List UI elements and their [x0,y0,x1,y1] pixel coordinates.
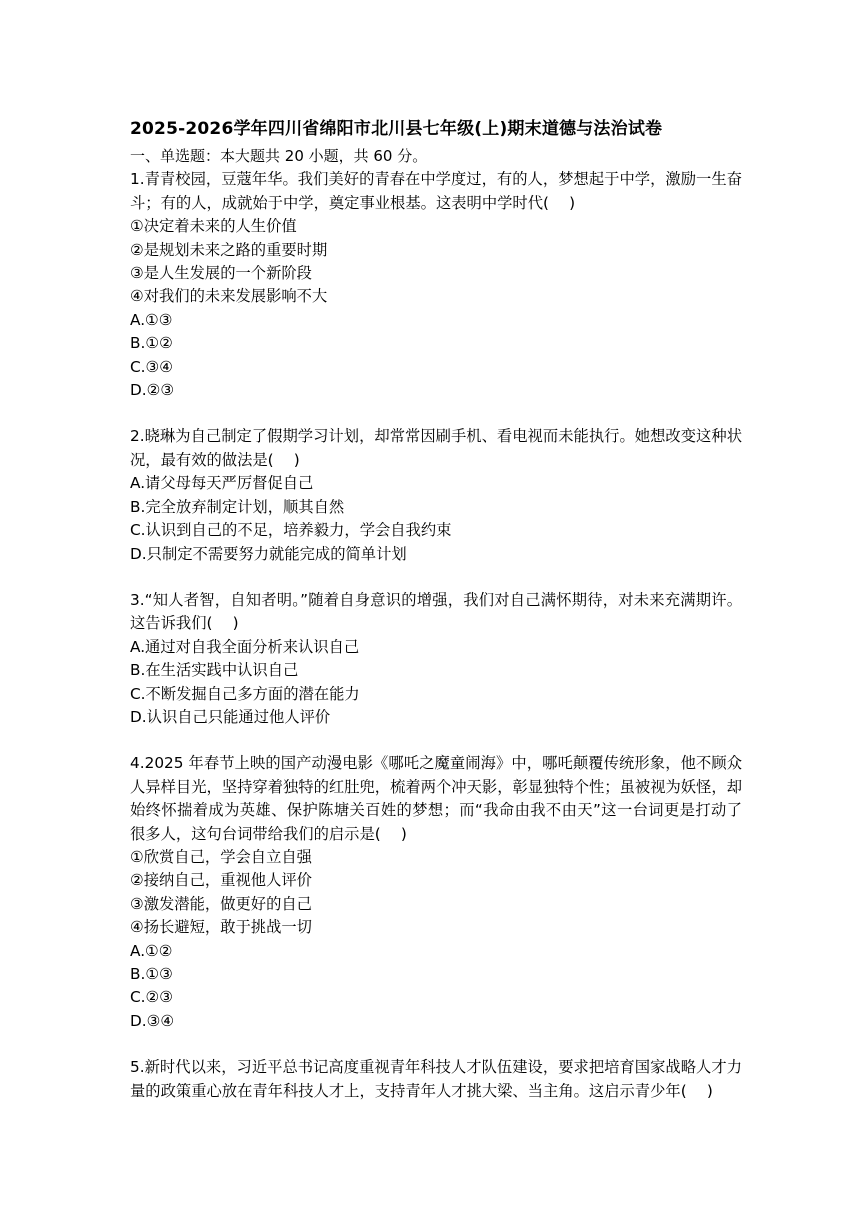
answer-option: A.①③ [130,310,173,329]
answer-option: B.在生活实践中认识自己 [130,661,299,680]
section-heading: 一、单选题：本大题共 20 小题，共 60 分。 [130,147,428,165]
statement-item: ④对我们的未来发展影响不大 [130,287,328,306]
answer-option: C.认识到自己的不足，培养毅力，学会自我约束 [130,521,452,540]
question-stem: 1.青青校园，豆蔻年华。我们美好的青春在中学度过，有的人，梦想起于中学，激励一生奋斗；有的人，成就始于中学，奠定事业根基。这表明中学时代( ) [130,170,742,212]
answer-option: D.②③ [130,381,175,400]
statement-item: ②接纳自己，重视他人评价 [130,871,312,890]
statement-item: ①欣赏自己，学会自立自强 [130,847,312,866]
exam-page [130,117,742,1126]
answer-option: B.①② [130,334,173,353]
answer-option: A.①② [130,941,173,960]
answer-option: D.只制定不需要努力就能完成的简单计划 [130,544,407,563]
answer-option: C.②③ [130,988,173,1007]
statement-item: ③激发潜能，做更好的自己 [130,894,312,913]
answer-option: D.认识自己只能通过他人评价 [130,707,331,726]
question-stem: 5.新时代以来，习近平总书记高度重视青年科技人才队伍建设，要求把培育国家战略人才力量的政策重心放在青年科技人才上，支持青年人才挑大梁、当主角。这启示青少年( ) [130,1058,742,1100]
statement-item: ②是规划未来之路的重要时期 [130,240,328,259]
statement-item: ①决定着未来的人生价值 [130,217,297,236]
question-stem: 3.“知人者智，自知者明。”随着自身意识的增强，我们对自己满怀期待，对未来充满期许。这告诉我们( ) [130,590,742,633]
question-5 [130,1056,742,1103]
statement-item: ④扬长避短，敢于挑战一切 [130,918,312,937]
answer-option: C.③④ [130,357,173,376]
question-1 [130,168,742,402]
answer-option: A.通过对自我全面分析来认识自己 [130,637,360,656]
question-2 [130,425,742,565]
question-3 [130,589,742,729]
question-stem: 4.2025 年春节上映的国产动漫电影《哪吒之魔童闹海》中，哪吒颠覆传统形象，他不顾众人异样目光，坚持穿着独特的红肚兜，梳着两个冲天影，彰显独特个性；虽被视为妖怪，却始终怀揣着成为英雄、保护陈塘关百姓的梦想；而“我命由我不由天”这一台词更是打动了很多人，这句台词带给我们的启示是( ) [130,754,742,843]
question-4 [130,752,742,1033]
answer-option: C.不断发掘自己多方面的潜在能力 [130,684,360,703]
answer-option: D.③④ [130,1011,175,1030]
answer-option: B.①③ [130,965,173,983]
statement-item: ③是人生发展的一个新阶段 [130,264,312,283]
question-stem: 2.晓琳为自己制定了假期学习计划，却常常因刷手机、看电视而未能执行。她想改变这种状况，最有效的做法是( ) [130,427,742,469]
answer-option: B.完全放弃制定计划，顺其自然 [130,497,345,516]
exam-title: 2025-2026学年四川省绵阳市北川县七年级(上)期末道德与法治试卷 [130,119,663,139]
answer-option: A.请父母每天严厉督促自己 [130,474,314,493]
